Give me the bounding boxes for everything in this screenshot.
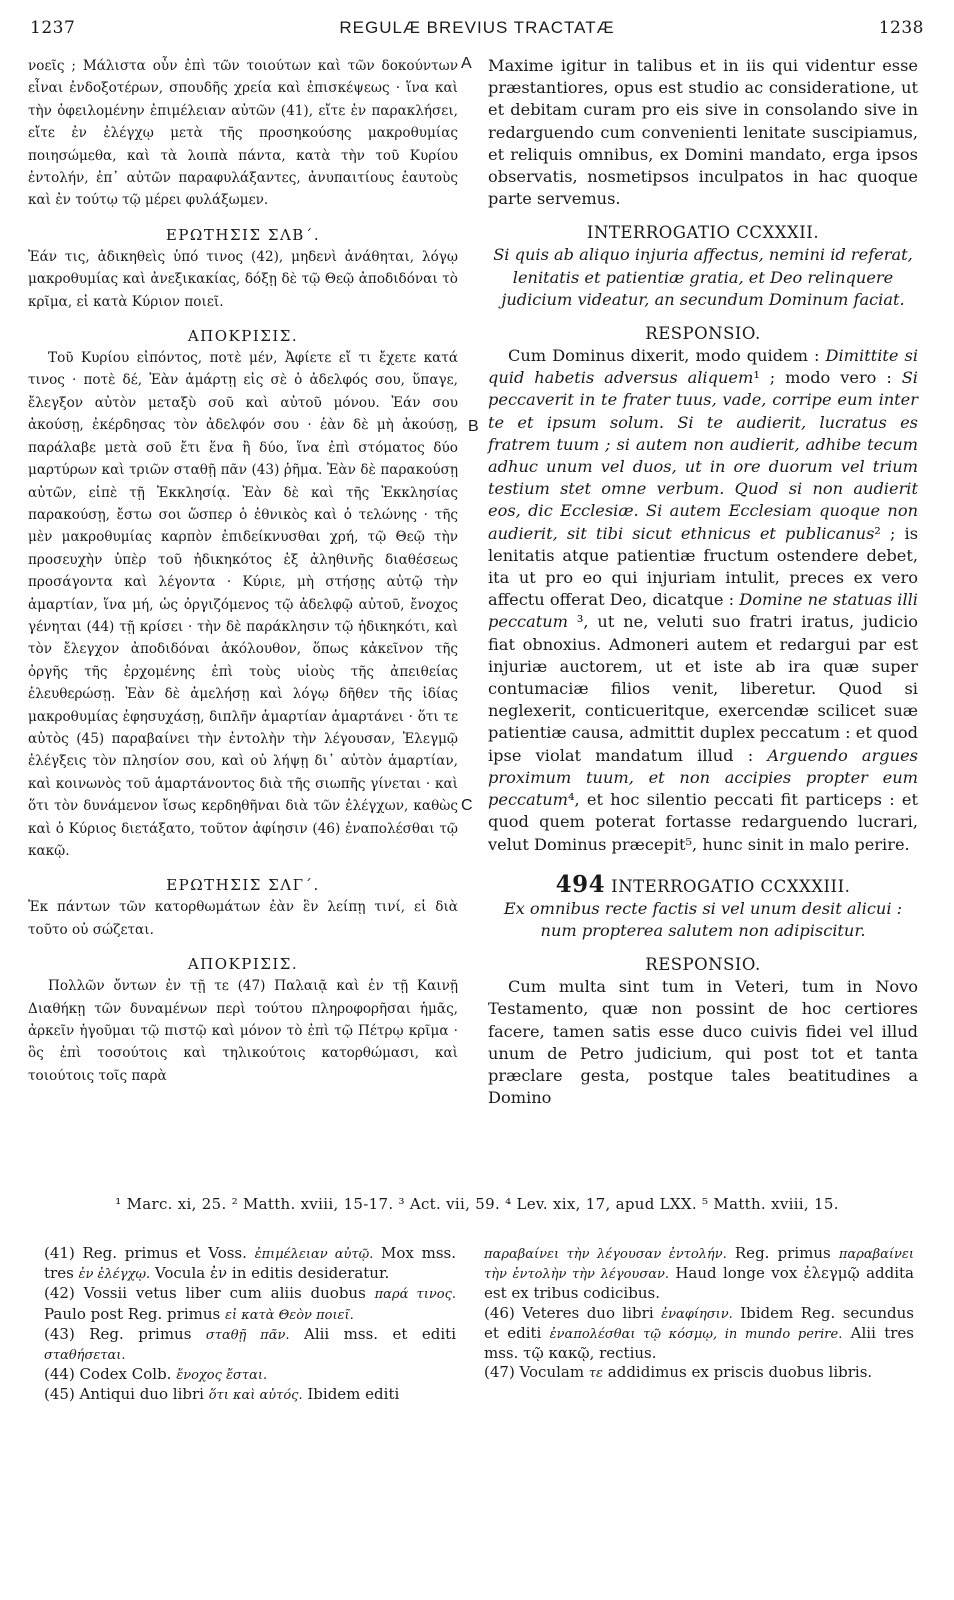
latin-question-text-2: Ex omnibus recte factis si vel unum desit alicui : num propterea salutem non adipiscitur. xyxy=(503,898,903,940)
note-text: Mox mss. tres xyxy=(44,1244,456,1283)
note-greek: ἐν ἐλέγχῳ. xyxy=(78,1267,151,1283)
variant-note xyxy=(484,1304,914,1364)
note-greek: σταθήσεται. xyxy=(44,1348,126,1364)
note-text: (45) Antiqui duo libri xyxy=(44,1385,209,1404)
note-text: Ibidem Reg. secundus et editi xyxy=(484,1303,914,1342)
variant-note xyxy=(44,1244,456,1284)
latin-question-heading-2-label: INTERROGATIO CCXXXIII. xyxy=(611,876,851,896)
greek-column xyxy=(28,55,458,1087)
note-greek: εἰ κατὰ Θεὸν ποιεῖ. xyxy=(224,1307,354,1323)
note-text: Ibidem editi xyxy=(302,1385,400,1404)
note-text: addidimus ex priscis duobus libris. xyxy=(603,1363,873,1382)
latin-intro-paragraph: Maxime igitur in talibus et in iis qui videntur esse præstantiores, opus est studio ac consideratione, ut et debitam curam pro eis sive in consolando sive in redarguendo cum convenienti lenitate suscipiamus, et reliquis omnibus, ex Domini mandato, erga ipsos observatis, nosmetipsos inculpatos in hac quoque parte servemus. xyxy=(488,56,918,209)
greek-answer-text-1: Τοῦ Κυρίου εἰπόντος, ποτὲ μέν, Ἀφίετε εἴ τι ἔχετε κατά τινος · ποτὲ δέ, Ἐὰν ἁμάρτῃ εἰς σὲ ὁ ἀδελφός σου, ὕπαγε, ἔλεγξον αὐτὸν μεταξὺ σοῦ καὶ αὐτοῦ μόνου. Ἐάν σου ἀκούσῃ, ἐκέρδησας τὸν ἀδελφόν σου · ἐὰν δὲ μὴ ἀκούσῃ, παράλαβε μετὰ σοῦ ἔτι ἕνα ἢ δύο, ἵνα ἐπὶ στόματος δύο μαρτύρων καὶ τριῶν σταθῇ πᾶν (43) ῥῆμα. Ἐὰν δὲ παρακούσῃ αὐτῶν, εἰπὲ τῇ Ἐκκλησίᾳ. Ἐὰν δὲ καὶ τῆς Ἐκκλησίας παρακούσῃ, ἔστω σοι ὥσπερ ὁ ἐθνικὸς καὶ ὁ τελώνης · τῆς μὲν μακροθυμίας καρπὸν ἐπιδείκνυσθαι χρή, τῷ Θεῷ τὴν προσευχὴν ὑπὲρ τοῦ ἠδικηκότος ἐξ ἀληθινῆς διαθέσεως προσάγοντα καὶ λέγοντα · Κύριε, μὴ στήσῃς αὐτῷ τὴν ἁμαρτίαν, ἵνα μή, ὡς ὀργιζόμενος τῷ ἀδελφῷ αὐτοῦ, ἔνοχος γένηται (44) τῇ κρίσει · τὴν δὲ παράκλησιν τῷ ἠδικηκότι, καὶ τὸν ἔλεγχον ἀποδιδόναι ἀκόλουθον, ὅπως κἀκεῖνον τῆς ὀργῆς τῆς ἐρχομένης ἐπὶ τοὺς υἱοὺς τῆς ἀπειθείας ἐλευθερώσῃ. Ἐὰν δὲ ἀμελήσῃ καὶ λόγῳ δῆθεν τῆς ἰδίας μακροθυμίας ἐφησυχάσῃ, διπλῆν ἁμαρτίαν ἁμαρτάνει · ὅτι τε αὐτὸς (45) παραβαίνει τὴν ἐντολὴν τὴν λέγουσαν, Ἐλεγμῷ ἐλέγξεις τὸν πλησίον σου, καὶ οὐ λήψῃ δι᾽ αὐτὸν ἁμαρτίαν, καὶ κοινωνὸς τοῦ ἁμαρτάνοντος διὰ τῆς σιωπῆς γίνεται · καὶ ὅτι τὸν δυνάμενον ἴσως κερδηθῆναι διὰ τῶν ἐλέγχων, καθὼς καὶ ὁ Κύριος διετάξατο, τοῦτον ἀφίησιν (46) ἐναπολέσθαι τῷ κακῷ. xyxy=(28,350,458,859)
variant-note xyxy=(44,1284,456,1324)
latin-column xyxy=(488,55,918,1109)
variant-note xyxy=(44,1325,456,1365)
note-text: (42) Vossii vetus liber cum aliis duobus xyxy=(44,1284,375,1303)
greek-question-heading-1: ΕΡΩΤΗΣΙΣ ΣΛΒ΄. xyxy=(165,225,321,244)
note-text: Alii tres mss. τῷ κακῷ, rectius. xyxy=(484,1323,914,1363)
note-text: Paulo post Reg. primus xyxy=(44,1304,225,1323)
scripture-quote: Arguendo argues proximum tuum, et non accipies propter eum peccatum xyxy=(488,745,918,810)
latin-answer-text-part: ² ; is lenitatis atque patientiæ fructum ostendere debet, ita ut pro eo qui injuriam intulit, preces ex vero affectu offerat Deo, dicatque : xyxy=(488,523,919,610)
margin-letter-c: C xyxy=(461,797,473,814)
greek-answer-text-2: Πολλῶν ὄντων ἐν τῇ τε (47) Παλαιᾷ καὶ ἐν τῇ Καινῇ Διαθήκῃ τῶν δυναμένων περὶ τούτου πληροφορῆσαι ἡμᾶς, ἀρκεῖν ἡγοῦμαι τῷ πιστῷ καὶ μόνον τὸ ἐπὶ τῷ Πέτρῳ κρῖμα · ὃς ἐπὶ τοσούτοις καὶ τηλικούτοις κατορθώμασι, καὶ τοιούτοις τοῖς παρὰ xyxy=(28,978,458,1084)
margin-letter-a: A xyxy=(461,55,472,72)
latin-question-heading-2 xyxy=(488,870,918,898)
note-greek: ὅτι καὶ αὐτός. xyxy=(208,1388,303,1404)
note-text: (47) Voculam xyxy=(484,1363,589,1382)
latin-answer-text-part: ³, ut ne, veluti suo fratri iratus, judicio fiat obnoxius. Admoneri autem et redargui par est injuriæ auctorem, ut et iste ab ira quæ super contumaciæ filios venit, liberetur. Quod si neglexerit, conticueritque, exercendæ scilicet suæ patientiæ causa, admittit duplex peccatum : et quod ipse violat mandatum illud : xyxy=(488,612,918,765)
scripture-quote: Domine ne statuas illi peccatum xyxy=(488,590,918,632)
latin-question-heading-1: INTERROGATIO CCXXXII. xyxy=(586,223,820,243)
note-greek: παραβαίνει τὴν λέγουσαν ἐντολήν. xyxy=(484,1247,727,1262)
note-text: Alii mss. et editi xyxy=(289,1324,456,1343)
note-greek: παρά τινος. xyxy=(374,1287,456,1303)
note-greek: ἔνοχος ἔσται. xyxy=(176,1368,268,1384)
note-text: Reg. primus xyxy=(726,1244,839,1262)
note-text: (46) Veteres duo libri xyxy=(484,1303,662,1322)
note-text: (44) Codex Colb. xyxy=(44,1365,177,1384)
latin-answer-text-1 xyxy=(488,345,918,856)
note-greek: ἐναφίησιν. xyxy=(661,1306,733,1322)
latin-answer-heading-1: RESPONSIO. xyxy=(645,324,761,344)
margin-letter-b: B xyxy=(468,418,479,435)
scripture-quote: Dimittite si quid habetis adversus aliquem xyxy=(488,346,918,388)
scripture-footnotes: ¹ Marc. xi, 25. ² Matth. xviii, 15-17. ³ Act. vii, 59. ⁴ Lev. xix, 17, apud LXX. ⁵ Matth. xviii, 15. xyxy=(115,1195,839,1213)
latin-answer-text-2: Cum multa sint tum in Veteri, tum in Novo Testamento, quæ non possint de hoc certiores facere, tamen satis esse duco cuivis fidei vel illud unum de Petro judicium, qui post tot et tanta præclare gesta, postque tales beatitudines a Domino xyxy=(488,977,918,1108)
greek-intro-paragraph: νοεῖς ; Μάλιστα οὖν ἐπὶ τῶν τοιούτων καὶ τῶν δοκούντων εἶναι ἐνδοξοτέρων, σπουδῆς χρεία καὶ ἐπισκέψεως · ἵνα καὶ τὴν ὀφειλομένην ἐπιμέλειαν αὐτῶν (41), εἴτε ἐν παρακλήσει, εἴτε ἐν ἐλέγχῳ μετὰ τῆς προσηκούσης μακροθυμίας ποιησώμεθα, καὶ τὰ λοιπὰ πάντα, κατὰ τὴν τοῦ Κυρίου ἐντολήν, ἐπ᾽ αὐτῶν παραφυλάξαντες, ἀνυπαιτίους ἑαυτοὺς καὶ ἐν τούτῳ τῷ μέρει φυλάξωμεν. xyxy=(28,58,458,209)
variant-note xyxy=(44,1385,456,1405)
greek-answer-heading-2: ΑΠΟΚΡΙΣΙΣ. xyxy=(187,955,299,974)
running-head xyxy=(30,18,924,44)
greek-question-heading-2: ΕΡΩΤΗΣΙΣ ΣΛΓ΄. xyxy=(166,876,320,895)
variant-note xyxy=(484,1363,914,1383)
running-title: REGULÆ BREVIUS TRACTATÆ xyxy=(339,18,615,37)
variant-notes-right xyxy=(484,1244,914,1383)
greek-question-text-2: Ἐκ πάντων τῶν κατορθωμάτων ἐὰν ἓν λείπῃ τινί, εἰ διὰ τοῦτο οὐ σώζεται. xyxy=(28,899,458,938)
latin-answer-heading-2: RESPONSIO. xyxy=(645,955,761,975)
latin-answer-text-part: ¹ ; modo vero : xyxy=(753,368,902,388)
greek-question-text-1: Ἐάν τις, ἀδικηθεὶς ὑπό τινος (42), μηδενὶ ἀνάθηται, λόγῳ μακροθυμίας καὶ ἀνεξικακίας, δόξῃ δὲ τῷ Θεῷ ἀποδιδόναι τὸ κρῖμα, εἰ κατὰ Κύριον ποιεῖ. xyxy=(28,248,458,310)
greek-answer-heading-1: ΑΠΟΚΡΙΣΙΣ. xyxy=(187,327,299,346)
section-number: 494 xyxy=(555,870,606,898)
note-text: Vocula ἐν in editis desideratur. xyxy=(150,1264,390,1283)
variant-note xyxy=(484,1244,914,1304)
variant-notes-left xyxy=(44,1244,456,1406)
scripture-quote: Si peccaverit in te frater tuus, vade, corripe eum inter te et ipsum solum. Si te audierit, lucratus es fratrem tuum ; si autem non audierit, adhibe tecum adhuc unum vel duos, ut in ore duorum vel trium testium stet omne verbum. Quod si non audierit eos, dic Ecclesiæ. Si autem Ecclesiam quoque non audierit, sit tibi sicut ethnicus et publicanus xyxy=(488,368,918,543)
latin-answer-text-part: Cum Dominus dixerit, modo quidem : xyxy=(508,346,826,366)
note-greek: ἐναπολέσθαι τῷ κόσμῳ, in mundo perire. xyxy=(549,1326,843,1342)
note-greek: παραβαίνει τὴν ἐντολὴν τὴν λέγουσαν. xyxy=(484,1247,914,1283)
note-text: (43) Reg. primus xyxy=(44,1324,206,1343)
variant-note xyxy=(44,1365,456,1385)
note-greek: σταθῇ πᾶν. xyxy=(205,1327,290,1343)
left-page-number: 1237 xyxy=(30,18,76,38)
right-page-number: 1238 xyxy=(878,18,924,38)
note-greek: ἐπιμέλειαν αὐτῷ. xyxy=(254,1247,374,1262)
note-text: (41) Reg. primus et Voss. xyxy=(44,1244,255,1262)
latin-answer-text-part: ⁴, et hoc silentio peccati fit particeps : et quod quem poterat fortasse redarguendo lucrari, velut Dominus præcepit⁵, hunc sinit in malo perire. xyxy=(488,790,918,854)
note-greek: τε xyxy=(588,1366,604,1382)
latin-question-text-1: Si quis ab aliquo injuria affectus, nemini id referat, lenitatis et patientiæ gratia, et Deo relinquere judicium videatur, an secundum Dominum faciat. xyxy=(493,245,913,309)
note-text: Haud longe vox ἐλεγμῷ addita est ex tribus codicibus. xyxy=(484,1264,914,1303)
